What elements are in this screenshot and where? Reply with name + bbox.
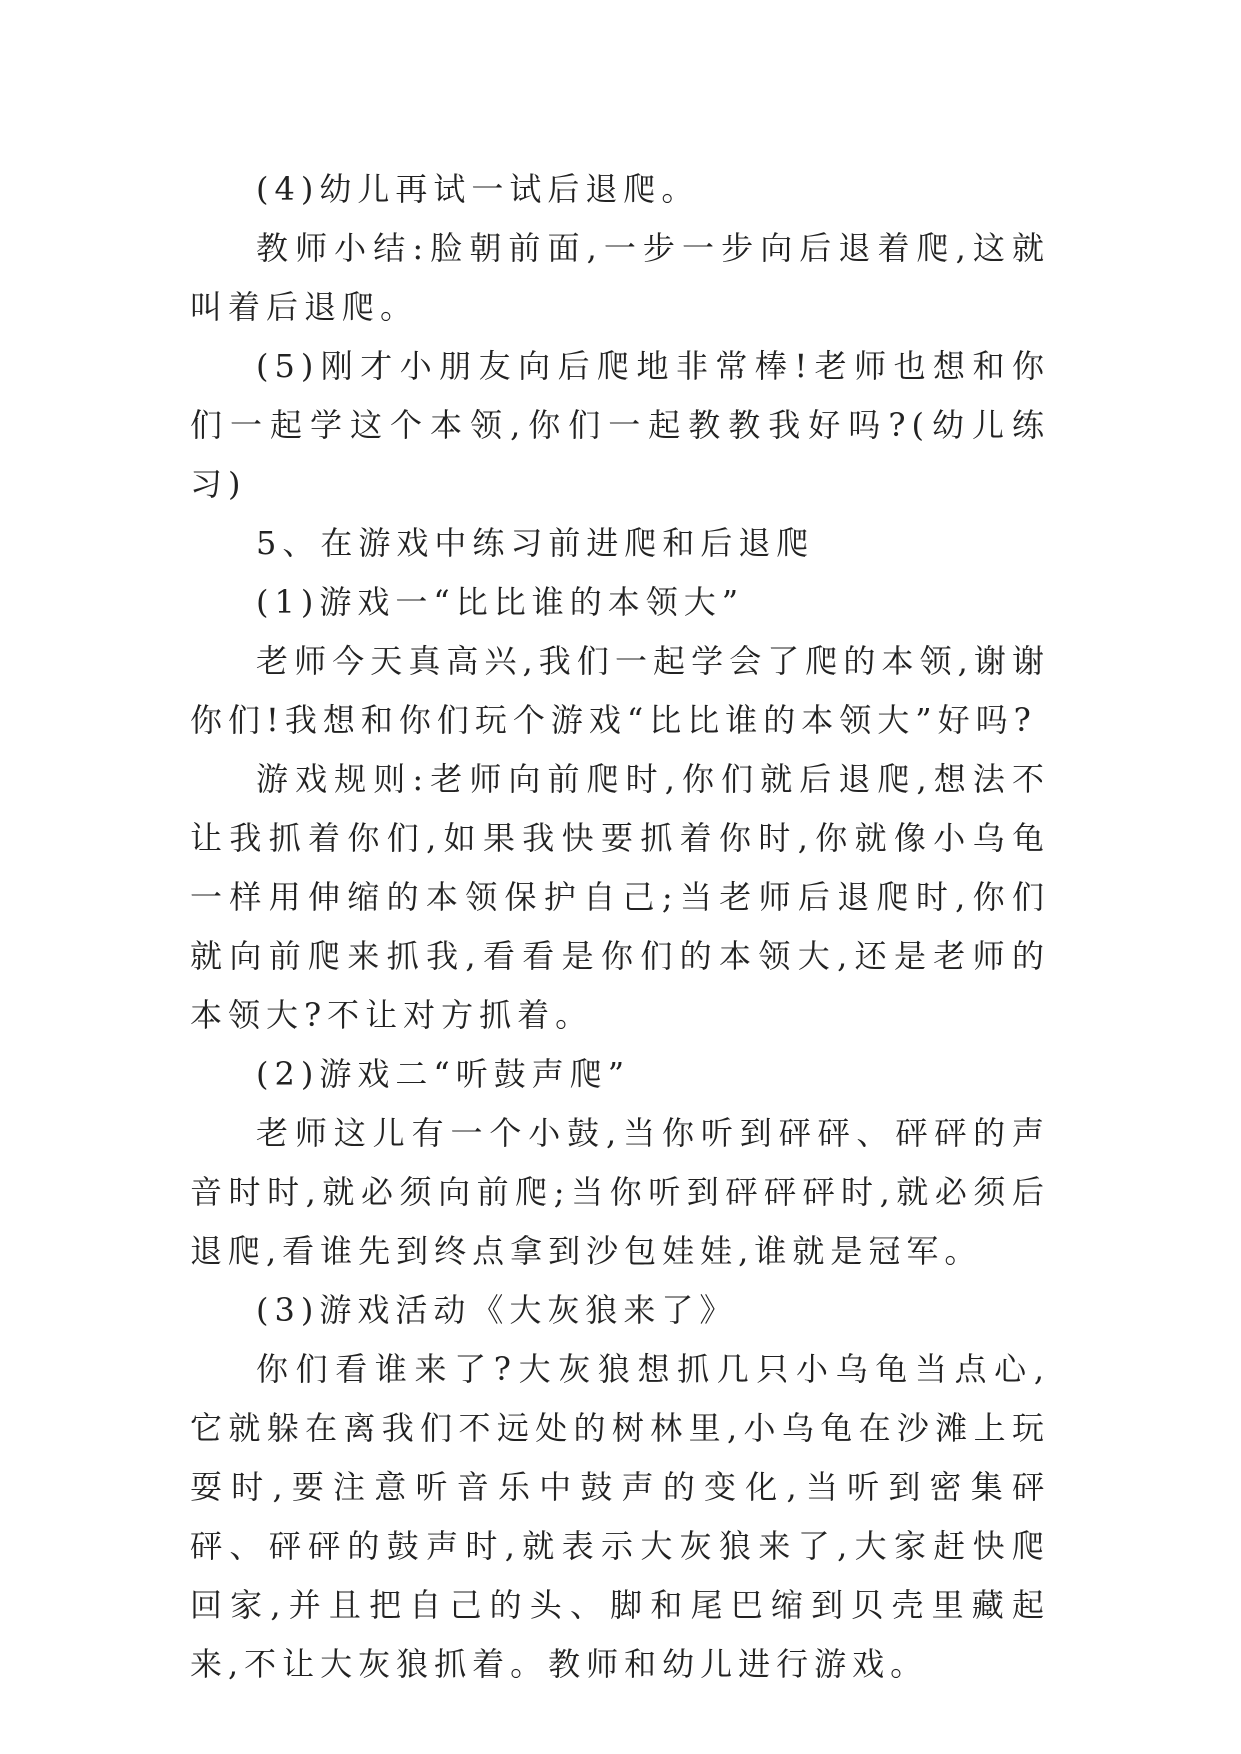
paragraph-step-5: (5)刚才小朋友向后爬地非常棒!老师也想和你们一起学这个本领,你们一起教教我好吗?(幼儿练习) — [190, 347, 1050, 503]
paragraph-game-two: 老师这儿有一个小鼓,当你听到砰砰、砰砰的声音时时,就必须向前爬;当你听到砰砰砰时,就必须后退爬,看谁先到终点拿到沙包娃娃,谁就是冠军。 — [190, 1114, 1050, 1270]
paragraph-game-rules: 游戏规则:老师向前爬时,你们就后退爬,想法不让我抓着你们,如果我快要抓着你时,你就像小乌龟一样用伸缩的本领保护自己;当老师后退爬时,你们就向前爬来抓我,看看是你们的本领大,还是老师的本领大?不让对方抓着。 — [190, 760, 1050, 1034]
game-three-heading: (3)游戏活动《大灰狼来了》 — [256, 1291, 738, 1329]
paragraph-game-three: 你们看谁来了?大灰狼想抓几只小乌龟当点心,它就躲在离我们不远处的树林里,小乌龟在沙滩上玩耍时,要注意听音乐中鼓声的变化,当听到密集砰砰、砰砰的鼓声时,就表示大灰狼来了,大家赶快爬回家,并且把自己的头、脚和尾巴缩到贝壳里藏起来,不让大灰狼抓着。教师和幼儿进行游戏。 — [190, 1350, 1050, 1683]
paragraph-game-one-intro: 老师今天真高兴,我们一起学会了爬的本领,谢谢你们!我想和你们玩个游戏“比比谁的本领大”好吗? — [190, 642, 1050, 739]
document-body — [190, 160, 1050, 1694]
paragraph-step-4: (4)幼儿再试一试后退爬。 — [256, 170, 700, 208]
paragraph-teacher-summary: 教师小结:脸朝前面,一步一步向后退着爬,这就叫着后退爬。 — [190, 229, 1050, 326]
game-one-heading: (1)游戏一“比比谁的本领大” — [256, 583, 745, 621]
section-heading-5: 5、在游戏中练习前进爬和后退爬 — [256, 524, 815, 562]
game-two-heading: (2)游戏二“听鼓声爬” — [256, 1055, 631, 1093]
